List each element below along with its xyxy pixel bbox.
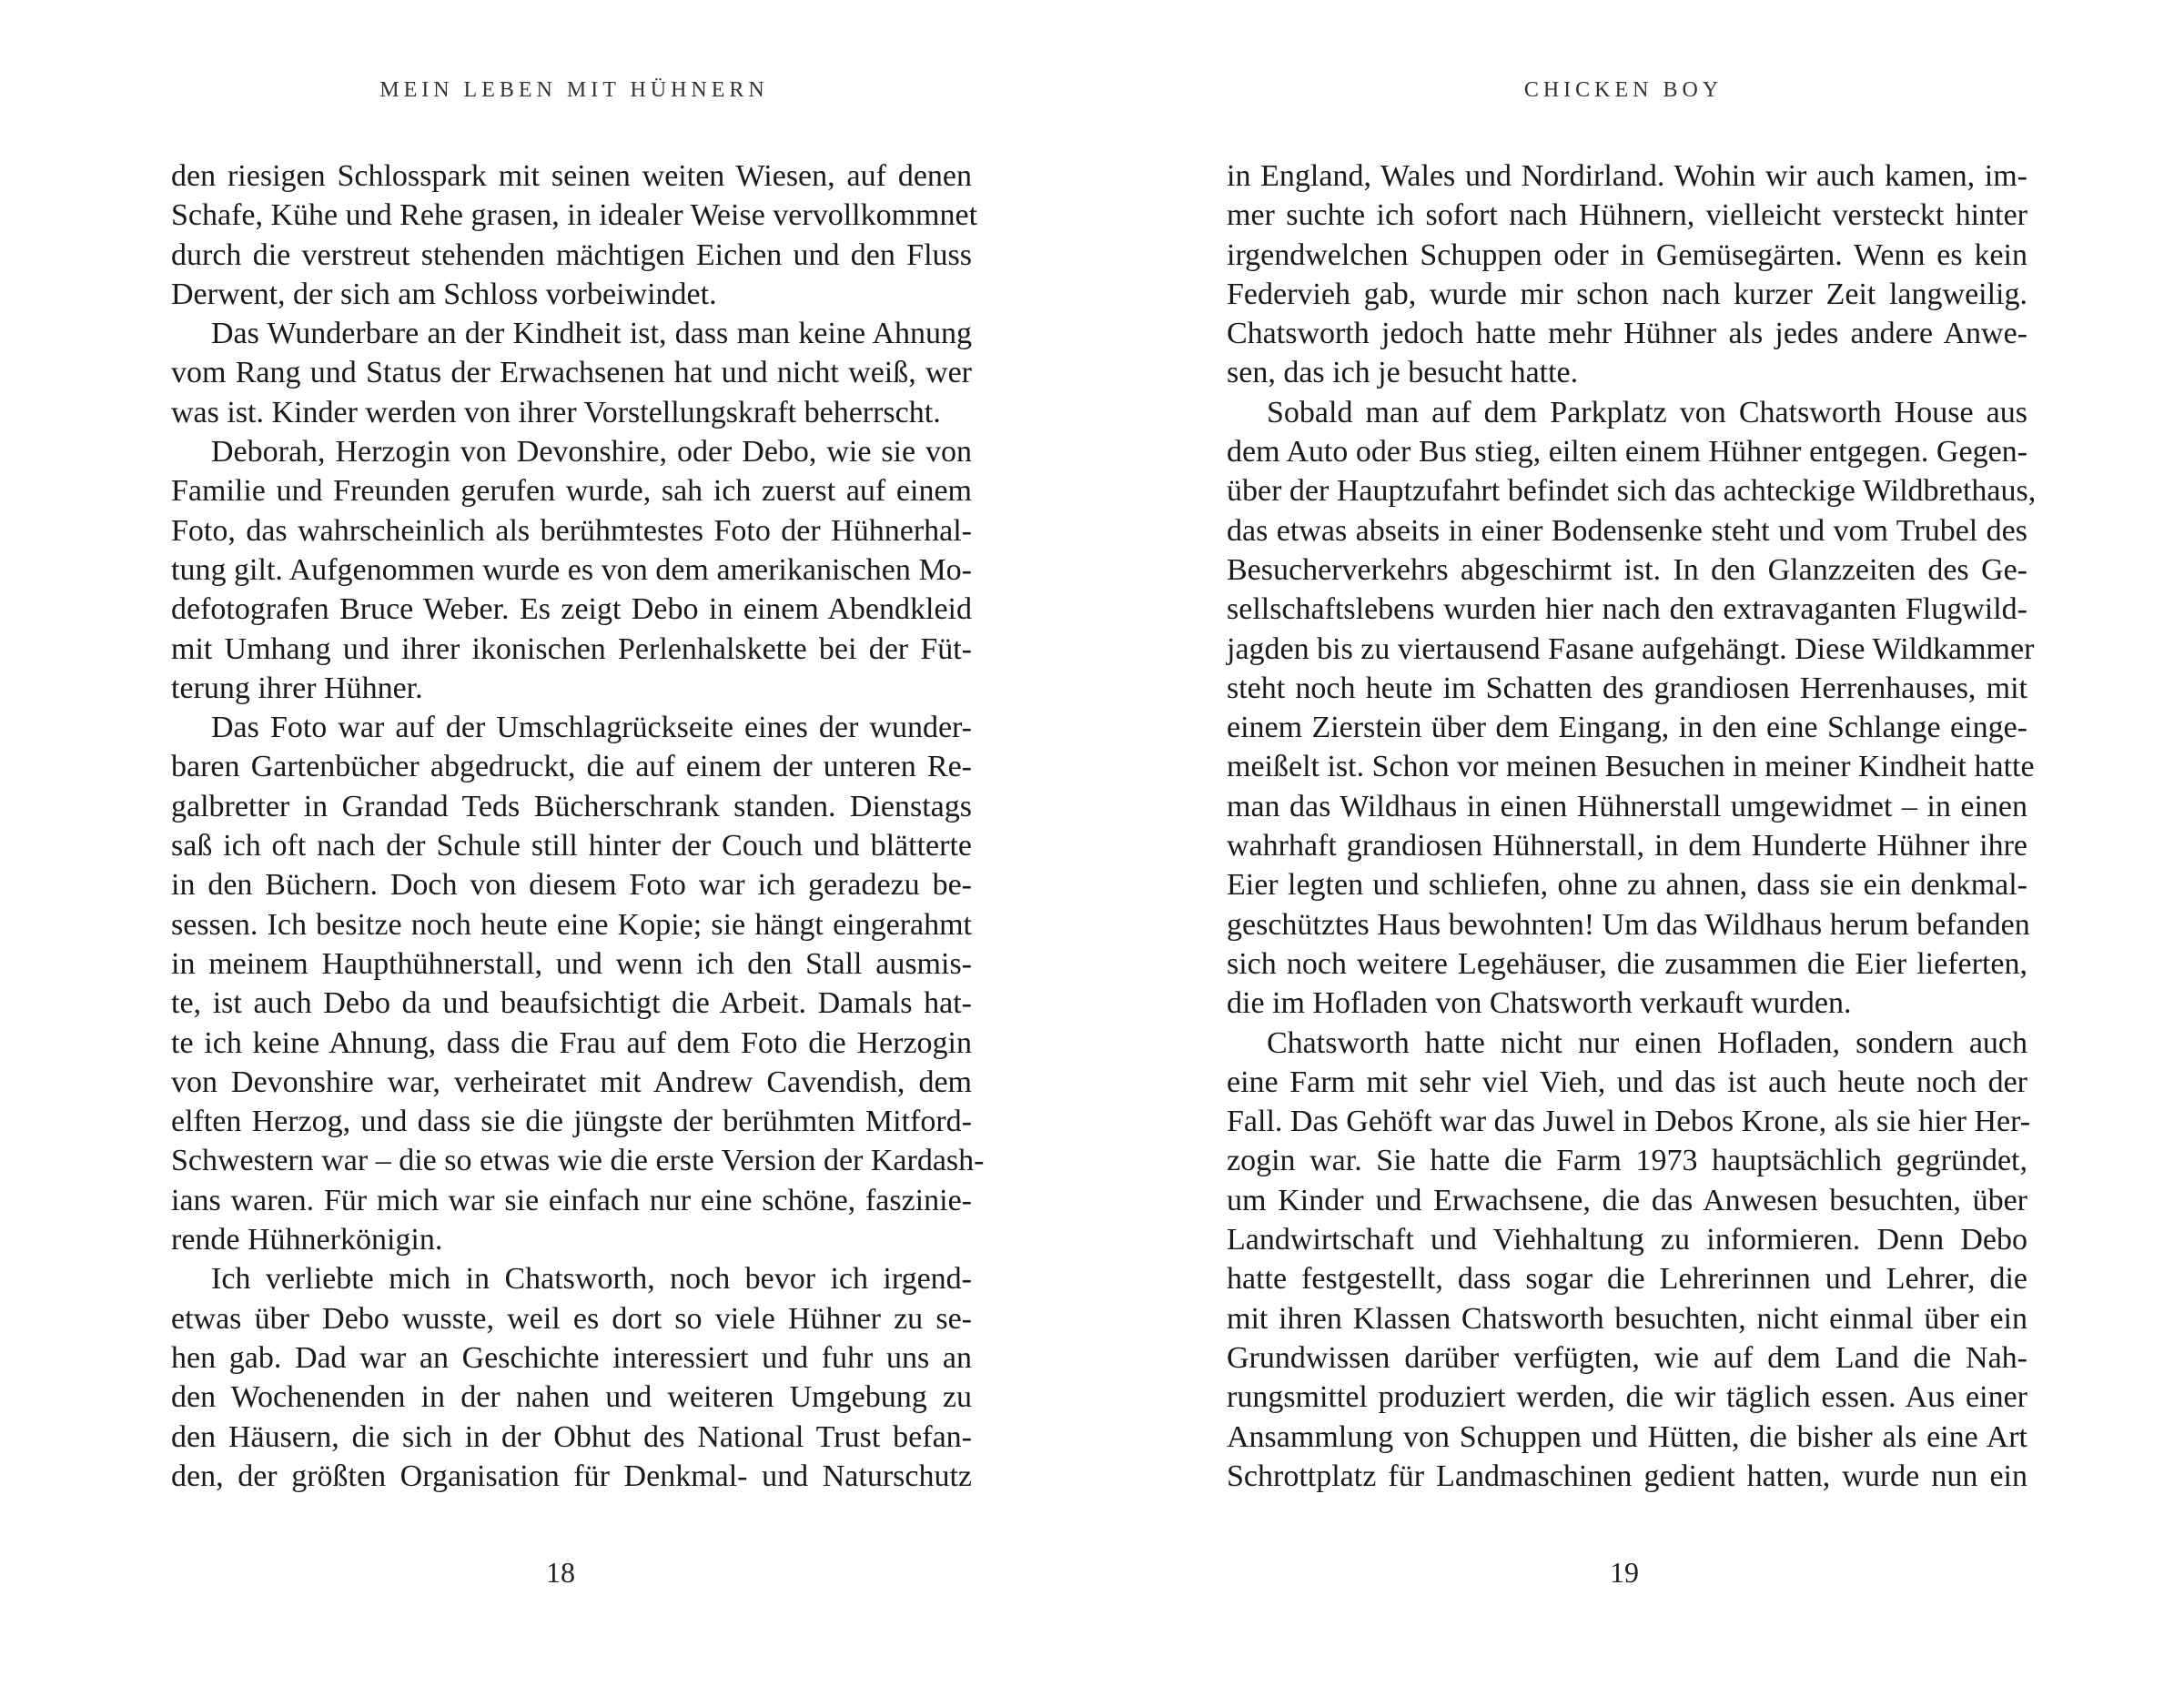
text-line: elften Herzog, und dass sie die jüngste der berühmten Mitford- [171, 1105, 972, 1139]
text-line: irgendwelchen Schuppen oder in Gemüsegärten. Wenn es kein [1227, 237, 2027, 272]
text-line: von Devonshire war, verheiratet mit Andrew Cavendish, dem [171, 1065, 972, 1099]
body-text-right [1227, 156, 2037, 1496]
text-line: baren Gartenbücher abgedruckt, die auf einem der unteren Re- [171, 750, 972, 784]
text-line: Schafe, Kühe und Rehe grasen, in idealer Weise vervollkommnet [171, 198, 978, 233]
text-line: Das Foto war auf der Umschlagrückseite eines der wunder- [211, 711, 972, 745]
text-line: Chatsworth hatte nicht nur einen Hofladen, sondern auch [1267, 1025, 2027, 1060]
page-number-left: 18 [546, 1556, 575, 1589]
text-line: meißelt ist. Schon vor meinen Besuchen in meiner Kindheit hatte [1227, 750, 2035, 784]
text-line: in den Büchern. Doch von diesem Foto war ich geradezu be- [171, 868, 972, 903]
text-line: sich noch weitere Legehäuser, die zusammen die Eier lieferten, [1227, 946, 2027, 981]
text-line: in meinem Haupthühnerstall, und wenn ich den Stall ausmis- [171, 946, 972, 981]
text-line: was ist. Kinder werden von ihrer Vorstellungskraft beherrscht. [171, 395, 941, 429]
text-line: Fall. Das Gehöft war das Juwel in Debos Krone, als sie hier Her- [1227, 1105, 2031, 1139]
text-line: durch die verstreut stehenden mächtigen Eichen und den Fluss [171, 237, 972, 272]
paragraph [171, 156, 978, 314]
text-line: den Wochenenden in der nahen und weiteren Umgebung zu [171, 1380, 972, 1415]
text-line: terung ihrer Hühner. [171, 671, 423, 705]
paragraph [1227, 1024, 2031, 1497]
text-line: über der Hauptzufahrt befindet sich das achteckige Wildbrethaus, [1227, 474, 2037, 509]
text-line: Derwent, der sich am Schloss vorbeiwindet. [171, 277, 717, 311]
text-line: tung gilt. Aufgenommen wurde es von dem amerikanischen Mo- [171, 552, 972, 587]
text-line: etwas über Debo wusste, weil es dort so viele Hühner zu se- [171, 1301, 972, 1336]
text-line: steht noch heute im Schatten des grandiosen Herrenhauses, mit [1227, 671, 2027, 705]
paragraph [171, 314, 972, 432]
text-line: man das Wildhaus in einen Hühnerstall umgewidmet – in einen [1227, 789, 2027, 823]
text-line: mit Umhang und ihrer ikonischen Perlenhalskette bei der Füt- [171, 631, 972, 666]
text-line: Foto, das wahrscheinlich als berühmtestes Foto der Hühnerhal- [171, 513, 972, 548]
text-line: dem Auto oder Bus stieg, eilten einem Hühner entgegen. Gegen- [1227, 435, 2027, 469]
text-line: Landwirtschaft und Viehhaltung zu informieren. Denn Debo [1227, 1223, 2027, 1257]
text-line: Sobald man auf dem Parkplatz von Chatsworth House aus [1267, 395, 2027, 429]
text-line: Eier legten und schliefen, ohne zu ahnen, dass sie ein denkmal- [1227, 868, 2027, 903]
text-line: geschütztes Haus bewohnten! Um das Wildhaus herum befanden [1227, 907, 2030, 942]
text-line: den, der größten Organisation für Denkmal- und Naturschutz [171, 1459, 972, 1493]
text-line: vom Rang und Status der Erwachsenen hat und nicht weiß, wer [171, 356, 972, 390]
text-line: hen gab. Dad war an Geschichte interessiert und fuhr uns an [171, 1340, 972, 1375]
text-line: hatte festgestellt, dass sogar die Lehrerinnen und Lehrer, die [1227, 1262, 2027, 1297]
text-line: Ansammlung von Schuppen und Hütten, die bisher als eine Art [1227, 1419, 2027, 1454]
text-line: den Häusern, die sich in der Obhut des National Trust befan- [171, 1419, 972, 1454]
text-line: Familie und Freunden gerufen wurde, sah ich zuerst auf einem [171, 474, 972, 509]
text-line: Deborah, Herzogin von Devonshire, oder Debo, wie sie von [211, 435, 972, 469]
running-head-left: MEIN LEBEN MIT HÜHNERN [379, 78, 769, 102]
text-line: Grundwissen darüber verfügten, wie auf dem Land die Nah- [1227, 1340, 2027, 1375]
text-line: sessen. Ich besitze noch heute eine Kopie; sie hängt eingerahmt [171, 907, 972, 942]
text-line: in England, Wales und Nordirland. Wohin wir auch kamen, im- [1227, 159, 2027, 193]
text-line: saß ich oft nach der Schule still hinter der Couch und blätterte [171, 829, 972, 863]
paragraph [171, 1259, 972, 1496]
text-line: wahrhaft grandiosen Hühnerstall, in dem Hunderte Hühner ihre [1227, 829, 2027, 863]
paragraph [171, 708, 985, 1259]
running-head-right: CHICKEN BOY [1523, 78, 1724, 102]
left-page [171, 0, 985, 1686]
body-text-left [171, 156, 985, 1496]
text-line: Schwestern war – die so etwas wie die erste Version der Kardash- [171, 1144, 985, 1178]
text-line: um Kinder und Erwachsene, die das Anwesen besuchten, über [1227, 1183, 2027, 1217]
text-line: defotografen Bruce Weber. Es zeigt Debo in einem Abendkleid [171, 592, 972, 627]
text-line: sen, das ich je besucht hatte. [1227, 356, 1579, 390]
text-line: einem Zierstein über dem Eingang, in den eine Schlange einge- [1227, 711, 2027, 745]
text-line: rende Hühnerkönigin. [171, 1223, 443, 1257]
text-line: Chatsworth jedoch hatte mehr Hühner als jedes andere Anwe- [1227, 317, 2027, 351]
text-line: Besucherverkehrs abgeschirmt ist. In den Glanzzeiten des Ge- [1227, 552, 2027, 587]
text-line: Das Wunderbare an der Kindheit ist, dass man keine Ahnung [211, 317, 972, 351]
paragraph [171, 432, 972, 708]
text-line: Federvieh gab, wurde mir schon nach kurzer Zeit langweilig. [1227, 277, 2027, 311]
text-line: te ich keine Ahnung, dass die Frau auf dem Foto die Herzogin [171, 1025, 972, 1060]
page-number-right: 19 [1610, 1556, 1639, 1589]
text-line: galbretter in Grandad Teds Bücherschrank standen. Dienstags [171, 789, 972, 823]
text-line: das etwas abseits in einer Bodensenke steht und vom Trubel des [1227, 513, 2027, 548]
text-line: Schrottplatz für Landmaschinen gedient hatten, wurde nun ein [1227, 1459, 2027, 1493]
text-line: mit ihren Klassen Chatsworth besuchten, nicht einmal über ein [1227, 1301, 2027, 1336]
right-page [1227, 0, 2037, 1686]
text-line: eine Farm mit sehr viel Vieh, und das ist auch heute noch der [1227, 1065, 2027, 1099]
text-line: rungsmittel produziert werden, die wir täglich essen. Aus einer [1227, 1380, 2027, 1415]
text-line: zogin war. Sie hatte die Farm 1973 hauptsächlich gegründet, [1227, 1144, 2027, 1178]
text-line: ians waren. Für mich war sie einfach nur eine schöne, faszinie- [171, 1183, 972, 1217]
paragraph [1227, 156, 2027, 393]
text-line: Ich verliebte mich in Chatsworth, noch bevor ich irgend- [211, 1262, 972, 1297]
text-line: die im Hofladen von Chatsworth verkauft wurden. [1227, 986, 1852, 1021]
text-line: jagden bis zu viertausend Fasane aufgehängt. Diese Wildkammer [1227, 631, 2035, 666]
paragraph [1227, 393, 2037, 1024]
text-line: te, ist auch Debo da und beaufsichtigt die Arbeit. Damals hat- [171, 986, 972, 1021]
text-line: sellschaftslebens wurden hier nach den extravaganten Flugwild- [1227, 592, 2027, 627]
text-line: mer suchte ich sofort nach Hühnern, vielleicht versteckt hinter [1227, 198, 2027, 233]
text-line: den riesigen Schlosspark mit seinen weiten Wiesen, auf denen [171, 159, 972, 193]
